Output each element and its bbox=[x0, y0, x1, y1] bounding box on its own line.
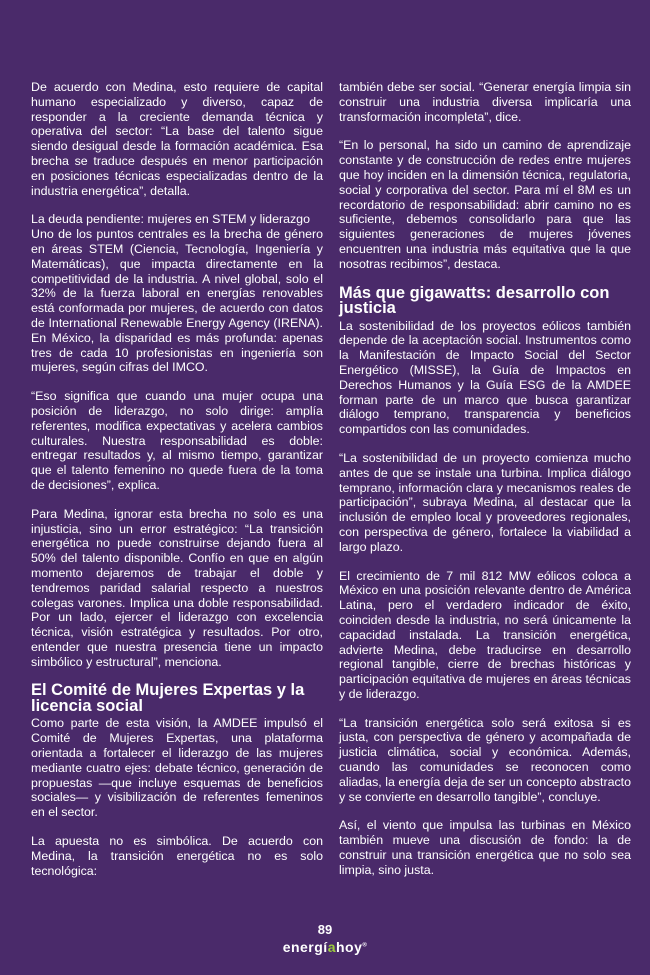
section-heading: Más que gigawatts: desarrollo con justicia bbox=[339, 283, 610, 318]
paragraph: “En lo personal, ha sido un camino de aprendizaje constante y de construcción de redes entre mujeres que hoy inciden en la dimensión técnica, regulatoria, social y corporativa del sector. Para mí el 8M es un recordatorio de responsabilidad: abrir camino no es suficiente, debemos consolidarlo para que las siguientes generaciones de mujeres jóvenes encuentren una industria más equitativa que la que nosotras recibimos”, destaca. bbox=[339, 138, 631, 271]
paragraph: “La sostenibilidad de un proyecto comienza mucho antes de que se instale una turbina. Implica diálogo temprano, información clara y mecanismos reales de participación”, subraya Medina, al destacar que la inclusión de empleo local y proveedores regionales, con perspectiva de género, fortalece la viabilidad a largo plazo. bbox=[339, 450, 631, 554]
paragraph: Así, el viento que impulsa las turbinas en México también mueve una discusión de fondo: la de construir una transición energética que no solo sea limpia, sino justa. bbox=[339, 818, 631, 877]
logo-text: energí bbox=[282, 939, 328, 955]
subheading: La deuda pendiente: mujeres en STEM y liderazgo bbox=[31, 212, 310, 227]
paragraph: “Eso significa que cuando una mujer ocupa una posición de liderazgo, no solo dirige: amplía referentes, modifica expectativas y acelera cambios culturales. Nuestra responsabilidad es doble: entregar resultados y, al mismo tiempo, garantizar que el talento femenino no quede fuera de la toma de decisiones”, explica. bbox=[31, 389, 323, 492]
section-heading: El Comité de Mujeres Expertas y la licencia social bbox=[31, 681, 305, 715]
page-number: 89 bbox=[317, 922, 333, 937]
logo-text: hoy bbox=[336, 939, 363, 955]
left-column bbox=[31, 80, 323, 892]
paragraph: La apuesta no es simbólica. De acuerdo con Medina, la transición energética no es solo tecnológica: bbox=[31, 834, 323, 878]
paragraph: “La transición energética solo será exitosa si es justa, con perspectiva de género y acompañada de justicia climática, social y económica. Además, cuando las comunidades se reconocen como aliadas, la energía deja de ser un concepto abstracto y se convierte en desarrollo tangible”, concluye. bbox=[339, 715, 631, 804]
registered-mark: ® bbox=[362, 942, 368, 949]
paragraph: Uno de los puntos centrales es la brecha de género en áreas STEM (Ciencia, Tecnología, Ingeniería y Matemáticas), que impacta directamente en la competitividad de la industria. A nivel global, solo el 32% de la fuerza laboral en energías renovables está conformada por mujeres, de acuerdo con datos de International Renewable Energy Agency (IRENA). En México, la disparidad es más profunda: apenas tres de cada 10 profesionistas en ingeniería son mujeres, según cifras del IMCO. bbox=[31, 227, 323, 375]
paragraph: El crecimiento de 7 mil 812 MW eólicos coloca a México en una posición relevante dentro de América Latina, pero el verdadero indicador de éxito, coinciden desde la industria, no será únicamente la capacidad instalada. La transición energética, advierte Medina, debe traducirse en desarrollo regional tangible, cierre de brechas históricas y participación equitativa de mujeres en áreas técnicas y de liderazgo. bbox=[339, 568, 631, 701]
page-footer bbox=[0, 922, 650, 955]
right-column bbox=[339, 80, 631, 892]
logo-accent: a bbox=[327, 939, 336, 955]
paragraph: Para Medina, ignorar esta brecha no solo es una injusticia, sino un error estratégico: “La transición energética no puede construirse dejando fuera al 50% del talento disponible. Confío en que en algún momento dejaremos de trabajar el doble y tendremos paridad salarial respecto a nuestros colegas varones. Implica una doble responsabilidad. Por un lado, ejercer el liderazgo con excelencia técnica, visión estratégica y resultados. Por otro, entender que nuestra presencia tiene un impacto simbólico y estructural”, menciona. bbox=[31, 506, 323, 669]
paragraph: Como parte de esta visión, la AMDEE impulsó el Comité de Mujeres Expertas, una plataforma orientada a fortalecer el liderazgo de las mujeres mediante cuatro ejes: debate técnico, generación de propuestas —que incluye esquemas de beneficios sociales— y visibilización de referentes femeninos en el sector. bbox=[31, 716, 323, 820]
paragraph: La sostenibilidad de los proyectos eólicos también depende de la aceptación social. Instrumentos como la Manifestación de Impacto Social del Sector Energético (MISSE), la Guía de Impactos en Derechos Humanos y la Guía ESG de la AMDEE forman parte de un marco que busca garantizar diálogo temprano, transparencia y beneficios compartidos con las comunidades. bbox=[339, 318, 631, 437]
energiahoy-logo bbox=[0, 939, 650, 955]
paragraph: De acuerdo con Medina, esto requiere de capital humano especializado y diverso, capaz de responder a la creciente demanda técnica y operativa del sector: “La base del talento sigue siendo desigual desde la formación académica. Esa brecha se traduce después en menor participación en posiciones técnicas especializadas dentro de la industria energética”, detalla. bbox=[31, 80, 323, 198]
paragraph: también debe ser social. “Generar energía limpia sin construir una industria diversa implicaría una transformación incompleta”, dice. bbox=[339, 80, 631, 124]
